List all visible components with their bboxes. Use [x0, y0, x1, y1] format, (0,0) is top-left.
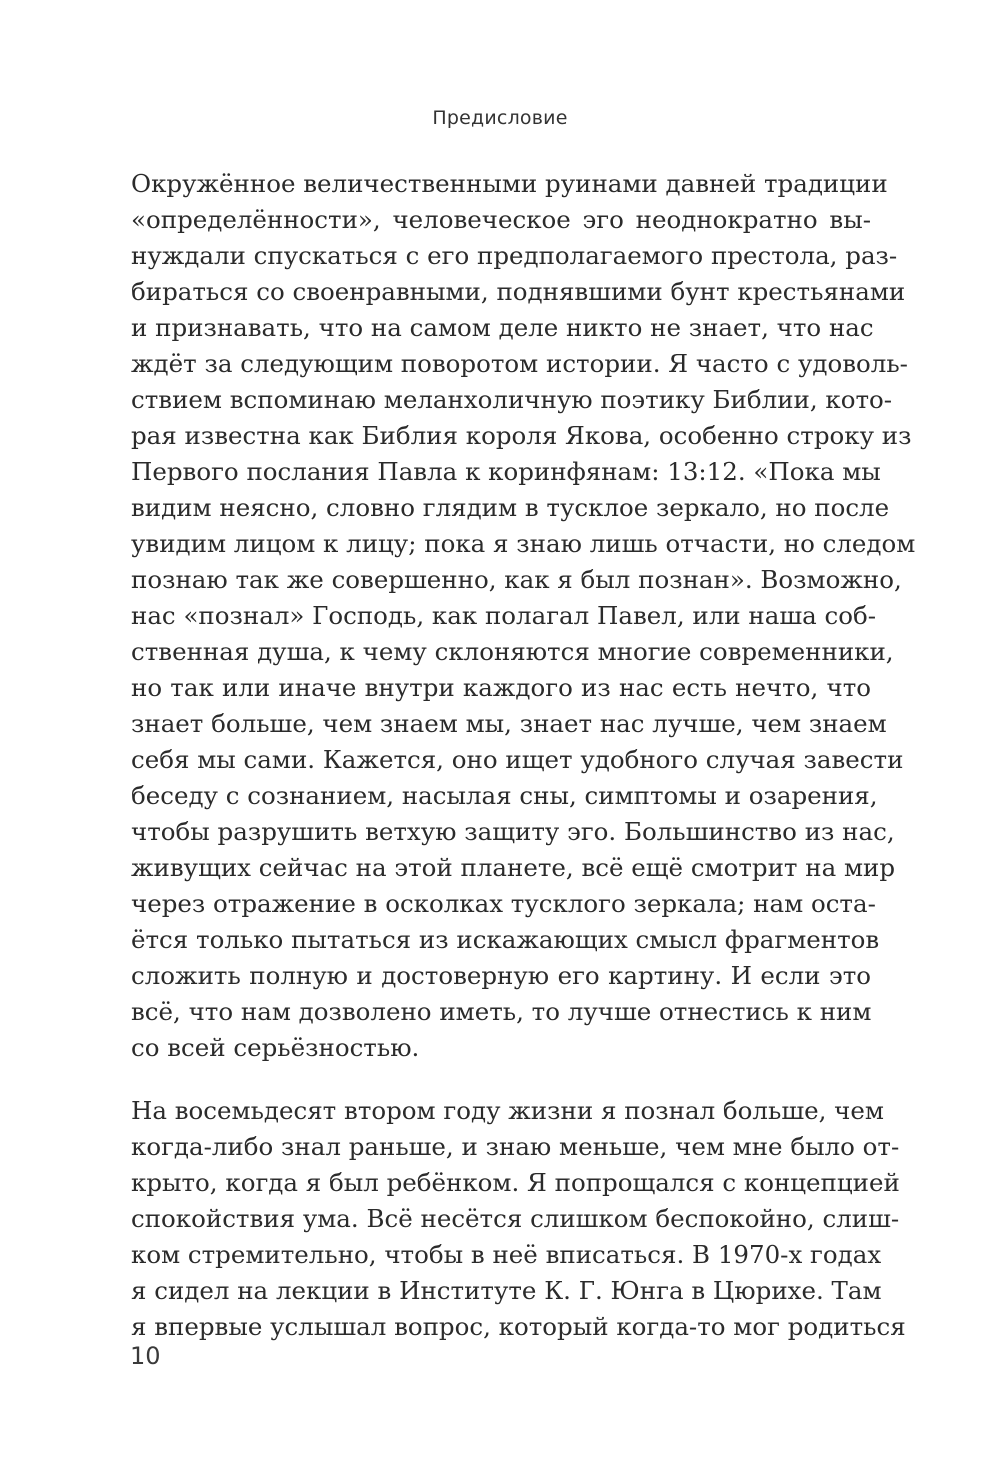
paragraph — [131, 1093, 906, 1345]
text-line: «определённости», человеческое эго неоднократно вы- — [131, 205, 871, 234]
text-line: ственная душа, к чему склоняются многие современники, — [131, 637, 894, 666]
text-line: Окружённое величественными руинами давней традиции — [131, 169, 888, 198]
text-line: себя мы сами. Кажется, оно ищет удобного случая завести — [131, 745, 904, 774]
paragraph — [131, 166, 916, 1066]
text-line: через отражение в осколках тусклого зеркала; нам оста- — [131, 889, 876, 918]
text-line: знает больше, чем знаем мы, знает нас лучше, чем знаем — [131, 709, 887, 738]
running-head: Предисловие — [432, 107, 568, 129]
text-line: увидим лицом к лицу; пока я знаю лишь отчасти, но следом — [131, 529, 916, 558]
text-line: и признавать, что на самом деле никто не знает, что нас — [131, 313, 874, 342]
text-line: нас «познал» Господь, как полагал Павел, или наша соб- — [131, 601, 877, 630]
text-line: живущих сейчас на этой планете, всё ещё смотрит на мир — [131, 853, 896, 882]
text-line: я сидел на лекции в Институте К. Г. Юнга в Цюрихе. Там — [131, 1276, 882, 1305]
text-line: сложить полную и достоверную его картину. И если это — [131, 961, 871, 990]
text-line: но так или иначе внутри каждого из нас есть нечто, что — [131, 673, 871, 702]
text-line: ётся только пытаться из искажающих смысл фрагментов — [131, 925, 880, 954]
text-line: На восемьдесят втором году жизни я познал больше, чем — [131, 1096, 884, 1125]
text-line: рая известна как Библия короля Якова, особенно строку из — [131, 421, 912, 450]
text-line: ствием вспоминаю меланхоличную поэтику Библии, кото- — [131, 385, 893, 414]
text-line: я впервые услышал вопрос, который когда-то мог родиться — [131, 1312, 906, 1341]
text-line: крыто, когда я был ребёнком. Я попрощался с концепцией — [131, 1168, 900, 1197]
text-line: всё, что нам дозволено иметь, то лучше отнестись к ним — [131, 997, 872, 1026]
text-line: нуждали спускаться с его предполагаемого престола, раз- — [131, 241, 898, 270]
text-line: когда-либо знал раньше, и знаю меньше, чем мне было от- — [131, 1132, 900, 1161]
text-line: со всей серьёзностью. — [131, 1033, 420, 1062]
text-line: Первого послания Павла к коринфянам: 13:12. «Пока мы — [131, 457, 881, 486]
page-number: 10 — [130, 1342, 161, 1370]
body-text — [131, 166, 916, 1372]
text-line: ком стремительно, чтобы в неё вписаться. В 1970-х годах — [131, 1240, 882, 1269]
text-line: видим неясно, словно глядим в тусклое зеркало, но после — [131, 493, 890, 522]
text-line: спокойствия ума. Всё несётся слишком беспокойно, слиш- — [131, 1204, 900, 1233]
text-line: бираться со своенравными, поднявшими бунт крестьянами — [131, 277, 906, 306]
text-line: чтобы разрушить ветхую защиту эго. Большинство из нас, — [131, 817, 895, 846]
text-line: ждёт за следующим поворотом истории. Я часто с удоволь- — [131, 349, 908, 378]
text-line: познаю так же совершенно, как я был познан». Возможно, — [131, 565, 902, 594]
text-line: беседу с сознанием, насылая сны, симптомы и озарения, — [131, 781, 878, 810]
